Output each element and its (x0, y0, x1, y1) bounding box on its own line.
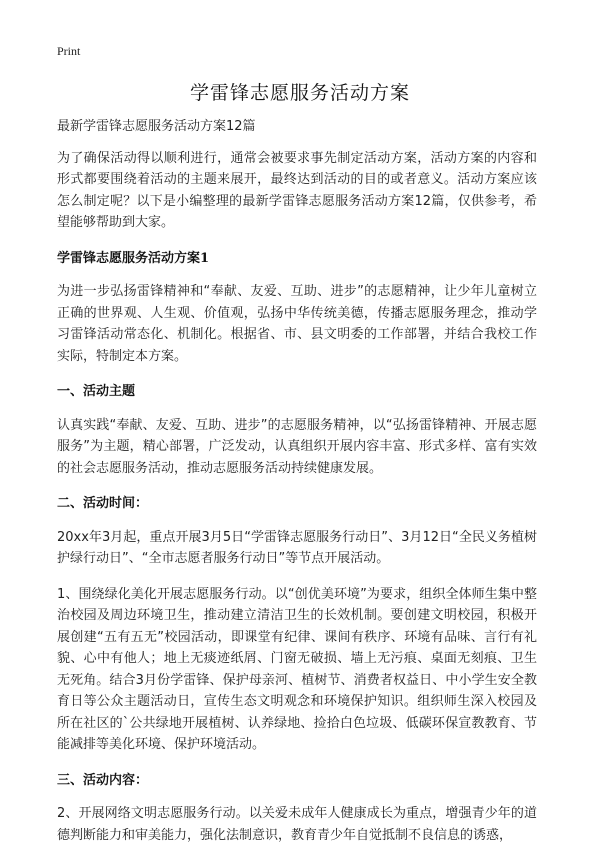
time-heading: 二、活动时间： (57, 496, 149, 511)
time-paragraph: 20xx年3月起，重点开展3月5日“学雷锋志愿服务行动日”、3月12日“全民义务植树护绿行动日”、“全市志愿者服务行动日”等节点开展活动。 (57, 529, 537, 566)
section1-paragraph: 为进一步弘扬雷锋精神和“奉献、友爱、互助、进步”的志愿精神，让少年儿童树立正确的世界观、人生观、价值观，弘扬中华传统美德，传播志愿服务理念，推动学习雷锋活动常态化、机制化。根据省、市、县文明委的工作部署，并结合我校工作实际，特制定本方案。 (57, 284, 537, 364)
document-subtitle: 最新学雷锋志愿服务活动方案12篇 (57, 119, 256, 134)
greening-paragraph: 1、围绕绿化美化开展志愿服务行动。以“创优美环境”为要求，组织全体师生集中整治校园及周边环境卫生，推动建立清洁卫生的长效机制。要创建文明校园，积极开展创建“五有五无”校园活动，即课堂有纪律、课间有秩序、环境有品味、言行有礼貌、心中有他人；地上无痰迹纸屑、门窗无破损、墙上无污痕、桌面无刻痕、卫生无死角。结合3月份学雷锋、保护母亲河、植树节、消费者权益日、中小学生安全教育日等公众主题活动日，宣传生态文明观念和环境保护知识。组织师生深入校园及所在社区的`公共绿地开展植树、认养绿地、捡拾白色垃圾、低碳环保宣教教育、节能减排等美化环境、保护环境活动。 (57, 586, 537, 752)
theme-paragraph: 认真实践“奉献、友爱、互助、进步”的志愿服务精神，以“弘扬雷锋精神、开展志愿服务”为主题，精心部署，广泛发动，认真组织开展内容丰富、形式多样、富有实效的社会志愿服务活动，推动志愿服务活动持续健康发展。 (57, 417, 537, 476)
theme-heading: 一、活动主题 (57, 384, 136, 399)
document-body (57, 116, 537, 860)
print-label: Print (57, 44, 81, 58)
network-paragraph: 2、开展网络文明志愿服务行动。以关爱未成年人健康成长为重点，增强青少年的道德判断能力和审美能力，强化法制意识，教育青少年自觉抵制不良信息的诱惑， (57, 806, 537, 843)
document-title: 学雷锋志愿服务活动方案 (189, 82, 410, 104)
content-heading: 三、活动内容： (57, 772, 149, 788)
section1-heading: 学雷锋志愿服务活动方案1 (57, 250, 210, 266)
intro-paragraph: 为了确保活动得以顺利进行，通常会被要求事先制定活动方案，活动方案的内容和形式都要围绕着活动的主题来展开，最终达到活动的目的或者意义。活动方案应该怎么制定呢？以下是小编整理的最新学雷锋志愿服务活动方案12篇，仅供参考，希望能够帮助到大家。 (57, 150, 537, 230)
